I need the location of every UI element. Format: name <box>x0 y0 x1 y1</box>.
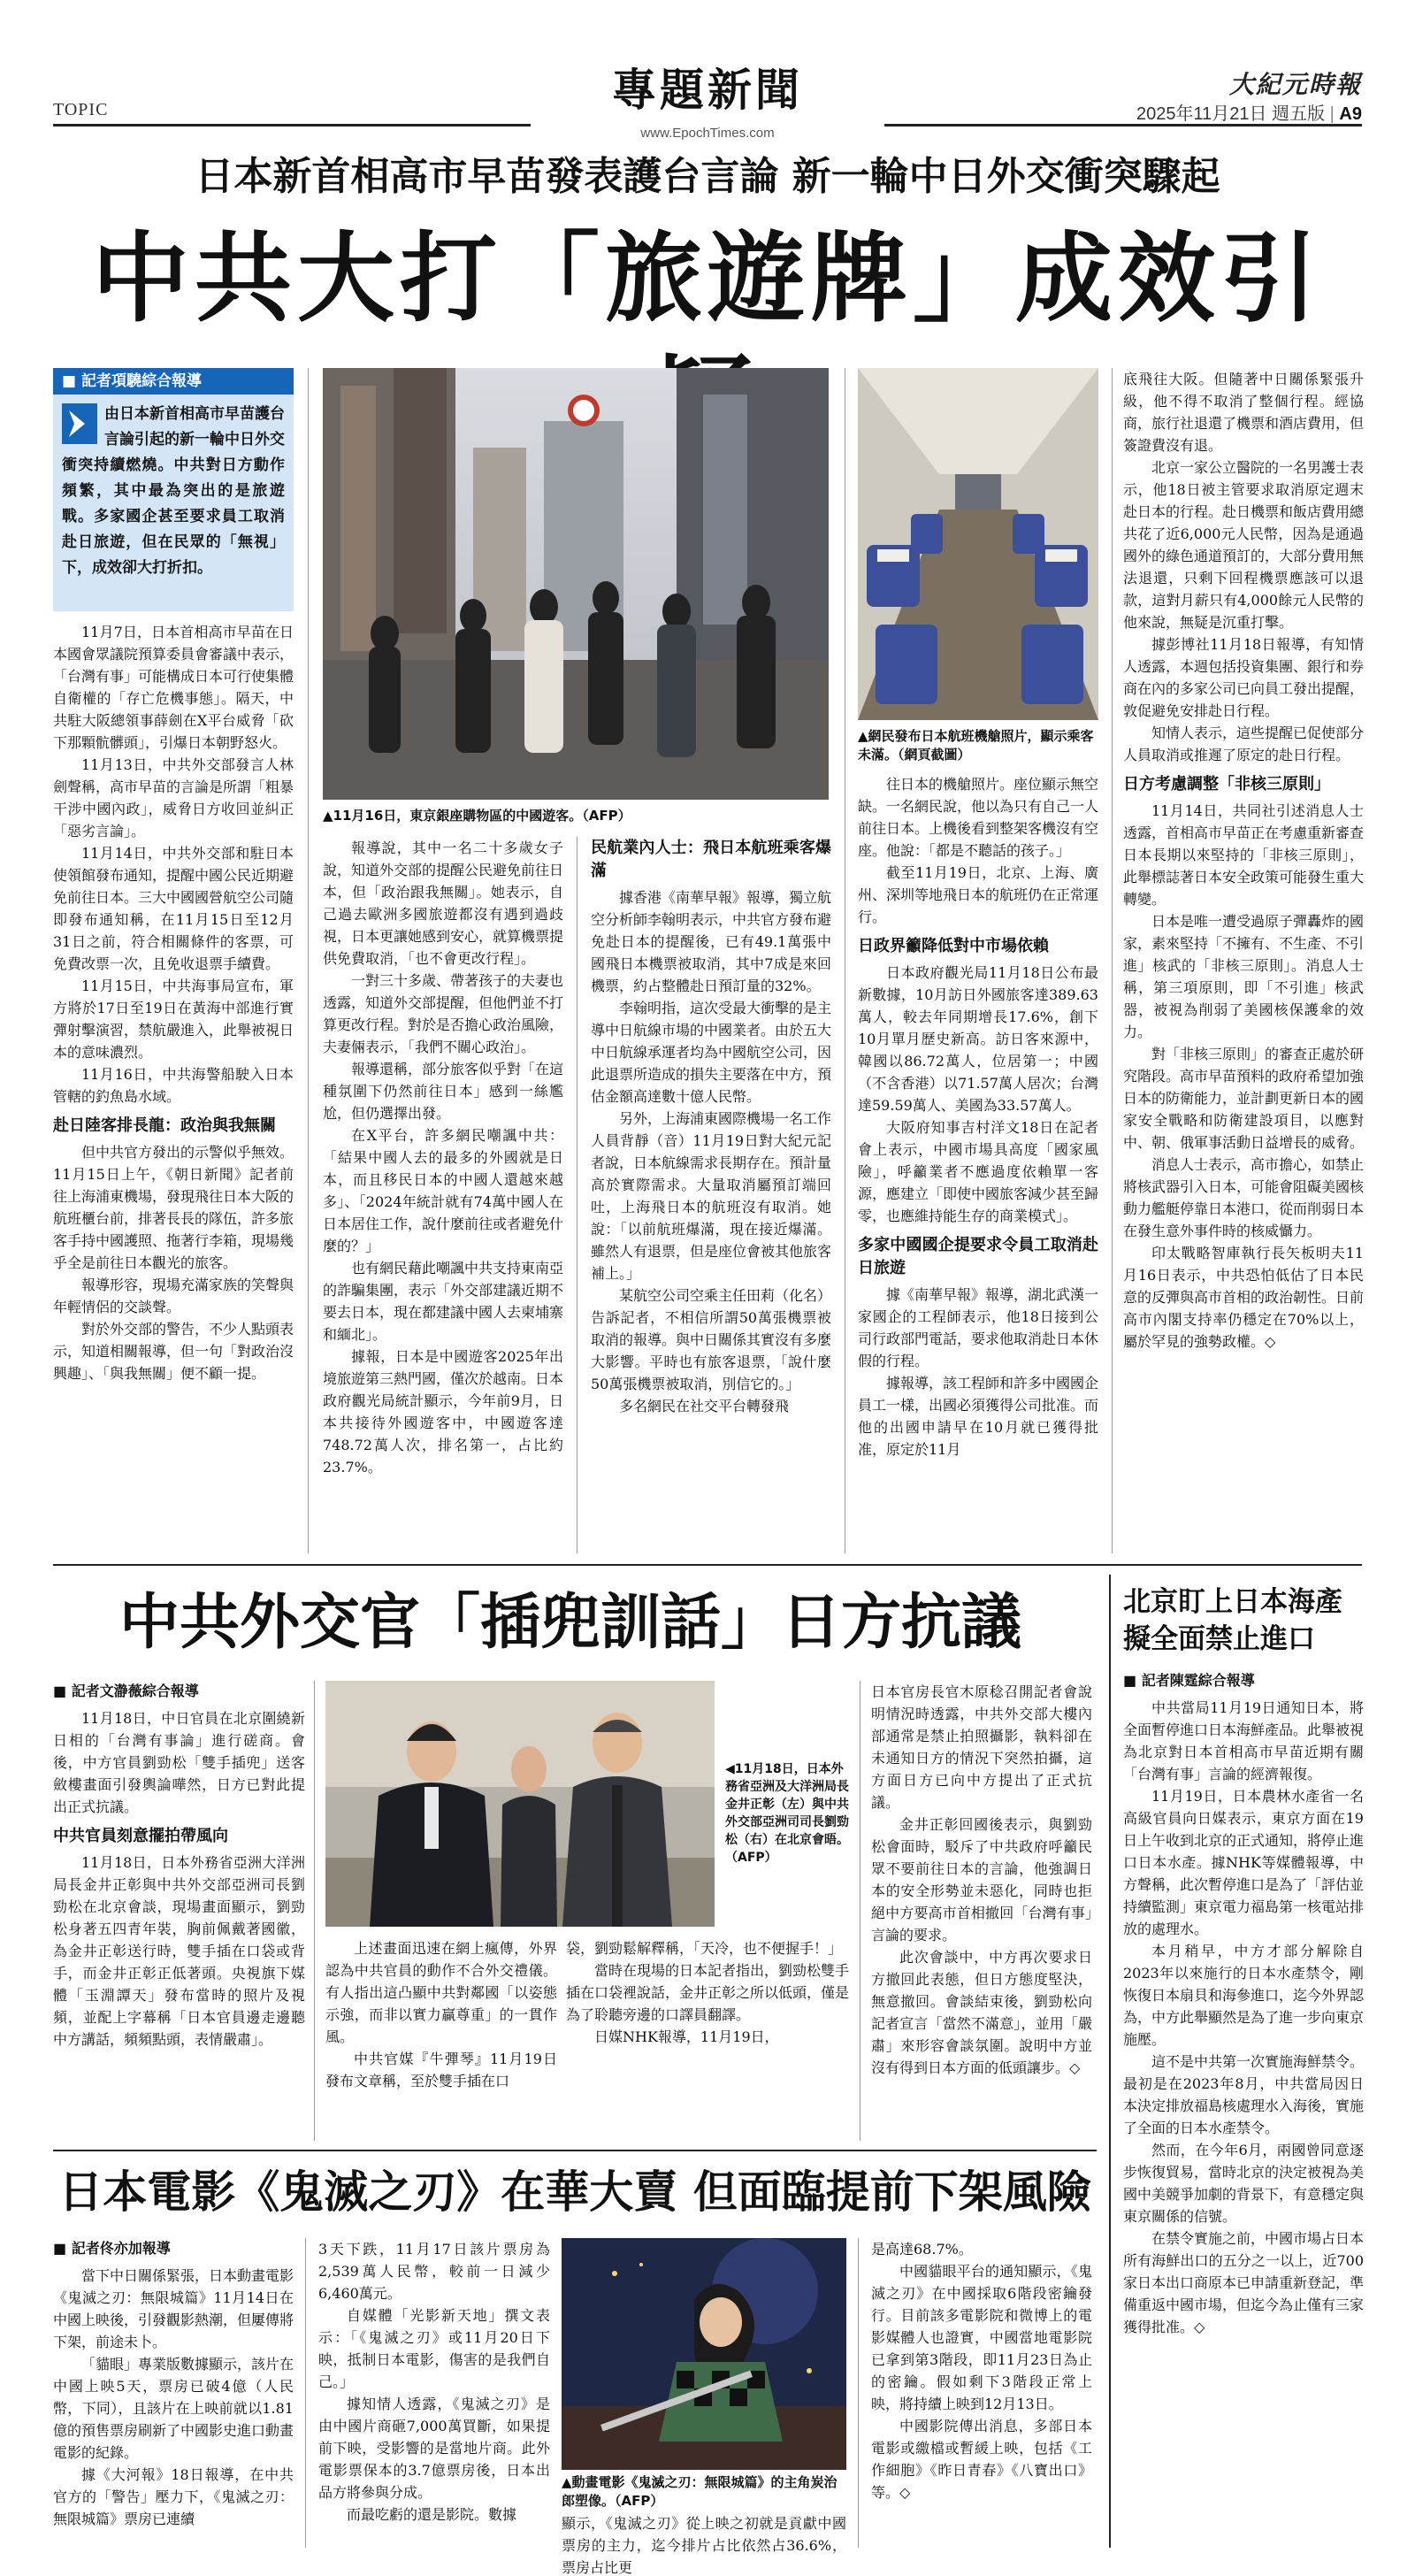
paragraph: 而最吃虧的還是影院。數據 <box>347 2506 517 2523</box>
paragraph: 但中共官方發出的示警似乎無效。11月15日上午，《朝日新聞》記者前往上海浦東機場，發現飛往日本大阪的航班櫃台前，排著長長的隊伍，許多旅客手持中國護照、拖著行李箱，現場幾乎全是前往日本觀光的旅客。 <box>53 1144 294 1271</box>
lead-subhead-1: 赴日陸客排長龍：政治與我無關 <box>53 1116 276 1135</box>
paragraph: 11月19日，日本農林水產省一名高級官員向日媒表示，東京方面在19日上午收到北京的正式通知，將停止進口日本水產。據NHK等媒體報導，中方聲稱，此次暫停進口是為了「評估並持續監測」東京電力福島第一核電站排放的處理水。 <box>1123 1788 1365 1937</box>
paragraph: 北京一家公立醫院的一名男護士表示，他18日被主管要求取消原定週末赴日本的行程。赴日機票和飯店費用總共花了近6,000元人民幣，因為是通過國外的綠色通道預訂的，大部分費用無法退還，只剩下回程機票應該可以退款，這對月薪只有4,000餘元人民幣的他來說，無疑是沉重打擊。 <box>1123 459 1365 631</box>
paragraph: 本月稍早，中方才部分解除自2023年以來施行的日本水產禁令，剛恢復日本扇貝和海參進口，迄今外界認為，中方此舉顯然是為了進一步向東京施壓。 <box>1123 1943 1365 2048</box>
website-url: www.EpochTimes.com <box>640 126 775 141</box>
paragraph: 據報導，該工程師和許多中國國企員工一樣，出國必須獲得公司批准。而他的出國申請早在10月就已獲得批准，原定於11月 <box>858 1375 1099 1458</box>
paragraph: 日本政府觀光局11月18日公布最新數據，10月訪日外國旅客達389.63萬人，較去年同期增長17.6%，創下10月單月歷史新高。訪日客來源中，韓國以86.72萬人，位居第一；中國（不含香港）以71.57萬人居次；台灣達59.59萬人、美國為33.57萬人。 <box>858 964 1098 1114</box>
paragraph: 對「非核三原則」的審查正處於研究階段。高市早苗預料的政府希望加強日本的防衛能力，並計劃更新日本的國家安全戰略和防衛建設項目，以應對中、朝、俄軍事活動日益增長的威脅。 <box>1123 1046 1365 1151</box>
lead-col2 <box>323 837 563 1478</box>
story3-byline: ■ 記者佟亦加報導 <box>53 2238 294 2259</box>
paragraph: 消息人士表示，高市擔心，如禁止將核武器引入日本，可能會阻礙美國核動力艦艇停靠日本港口，從而削弱日本在發生意外事件時的核威懾力。 <box>1123 1156 1365 1239</box>
header-rule-right <box>884 124 1362 126</box>
paragraph: 中共官媒『牛彈琴』11月19日發布文章稱，至於雙手插在口 <box>325 2051 557 2089</box>
paragraph: 多名網民在社交平台轉發飛 <box>619 1398 790 1414</box>
story2-photo <box>325 1681 715 1927</box>
paragraph: 11月16日，中共海警船駛入日本管轄的釣魚島水域。 <box>53 1066 294 1105</box>
paragraph: 11月15日，中共海事局宣布，軍方將於17日至19日在黃海中部進行實彈射擊演習，禁航嚴進入，此舉被視日本的意味濃烈。 <box>53 978 294 1061</box>
section-divider <box>53 1564 1362 1566</box>
lead-summary: 由日本新首相高市早苗護台言論引起的新一輪中日外交衝突持續燃燒。中共對日方動作頻繁，其中最為突出的是旅遊戰。多家國企甚至要求員工取消赴日旅遊，但在民眾的「無視」下，成效卻大打折扣。 <box>62 405 285 577</box>
paragraph: 一對三十多歲、帶著孩子的夫妻也透露，知道外交部提醒，但他們並不打算更改行程。對於是否擔心政治風險，夫妻倆表示，「我們不關心政治」。 <box>323 972 564 1055</box>
paragraph: 11月14日，中共外交部和駐日本使領館發布通知，提醒中國公民近期避免前往日本。三大中國國營航空公司隨即發布通知稱，在11月15日至12月31日之前，符合相關條件的客票，可免費改票一次，且免收退票手續費。 <box>53 845 294 972</box>
paragraph: 是高達68.7%。 <box>871 2241 973 2258</box>
paragraph: 11月18日，日本外務省亞洲大洋洲局長金井正彰與中共外交部亞洲司長劉勁松在北京會談，現場畫面顯示，劉勁松身著五四青年裝，胸前佩戴著國徽，為金井正彰送行時，雙手插在口袋或背手，而金井正彰正低著頭。央視旗下媒體「玉淵譚天」發布當時的照片及視頻，並配上字幕稱「日本官員邊走邊聽中方講話，頻頻點頭，表情嚴肅」。 <box>53 1854 305 2048</box>
story2-subhead: 中共官員刻意擺拍帶風向 <box>53 1827 228 1845</box>
header-rule <box>53 124 531 126</box>
paragraph: 11月14日，共同社引述消息人士透露，首相高市早苗正在考慮重新審查日本長期以來堅持的「非核三原則」，此舉標誌著日本安全政策可能發生重大轉變。 <box>1123 802 1365 908</box>
paragraph: 對於外交部的警告，不少人點頭表示，知道相關報導，但一句「對政治沒興趣」、「與我無關」便不顧一提。 <box>53 1321 294 1382</box>
paragraph: 日媒NHK報導，11月19日， <box>594 2028 779 2045</box>
lead-col5 <box>1123 368 1364 1353</box>
newspaper-logo: 大紀元時報 <box>1228 70 1362 99</box>
paragraph: 截至11月19日，北京、上海、廣州、深圳等地飛日本的航班仍在正常運行。 <box>858 864 1099 925</box>
lead-col4 <box>858 773 1098 1460</box>
paragraph: 報導說，其中一名二十多歲女子說，知道外交部的提醒公民避免前往日本，但「政治跟我無關」。她表示，自己過去歐洲多國旅遊都沒有遇到過歧視，日本更讓她感到安心，就算機票提供免費取消，「也不會更改行程」。 <box>323 840 564 967</box>
paragraph: 這不是中共第一次實施海鮮禁令。最初是在2023年8月，中共當局因日本決定排放福島核處理水入海後，實施了全面的日本水產禁令。 <box>1123 2053 1365 2136</box>
lead-subhead-4: 多家中國國企提要求令員工取消赴日旅遊 <box>858 1236 1098 1277</box>
story3-col2 <box>318 2238 550 2526</box>
paragraph: 知情人表示，這些提醒已促使部分人員取消或推遲了原定的赴日行程。 <box>1123 724 1365 763</box>
paragraph: 大阪府知事吉村洋文18日在記者會上表示，中國市場具高度「國家風險」，呼籲業者不應過度依賴單一客源，應建立「即使中國旅客減少甚至歸零，也應維持能生存的商業模式」。 <box>858 1119 1099 1224</box>
paragraph: 在禁令實施之前，中國市場占日本所有海鮮出口的五分之一以上，近700家日本出口商原本已申請重新登記，準備重返中國市場，但迄今為止僅有三家獲得批准。◇ <box>1123 2230 1365 2335</box>
paragraph: 據知情人透露，《鬼滅之刃》是由中國片商砸7,000萬買斷，如果提前下映，受影響的是當地片商。此外電影票保本的3.7億票房後，日本出品方將參與分成。 <box>318 2396 550 2501</box>
paragraph: 報導形容，現場充滿家族的笑聲與年輕情侶的交談聲。 <box>53 1276 294 1315</box>
paragraph: 3天下跌，11月17日該片票房為2,539萬人民幣，較前一日減少6,460萬元。 <box>318 2241 550 2302</box>
lead-kicker: 日本新首相高市早苗發表護台言論 新一輪中日外交衝突驟起 <box>195 154 1220 199</box>
paragraph: 當下中日關係緊張，日本動畫電影《鬼滅之刃：無限城篇》11月14日在中國上映後，引發觀影熱潮，但屢傳將下架，前途未卜。 <box>53 2267 294 2350</box>
lead-photo2-caption: ▲網民發布日本航班機艙照片，顯示乘客未滿。（網頁截圖） <box>858 728 1094 763</box>
section-title: 專題新聞 <box>612 65 803 116</box>
story2-col3 <box>566 1937 849 2048</box>
paragraph: 某航空公司空乘主任田莉（化名）告訴記者，不相信所謂50萬張機票被取消的報導。與中日關係其實沒有多麼大影響。平時也有旅客退票，「說什麼50萬張機票被取消，別信它的。」 <box>591 1287 832 1392</box>
summary-arrow-icon <box>62 403 97 444</box>
story3-col1 <box>53 2238 294 2530</box>
paragraph: 在X平台，許多網民嘲諷中共：「結果中國人去的最多的外國就是日本，而且移民日本的中國人還越來越多」、「2024年統計就有74萬中國人在日本居住工作，說什麼前往或者避免什麼的？」 <box>323 1127 564 1254</box>
paragraph: 也有網民藉此嘲諷中共支持東南亞的詐騙集團，表示「外交部建議近期不要去日本，現在都建議中國人去柬埔寨和緬北」。 <box>323 1260 564 1343</box>
lead-byline-bar: ■ 記者項驍綜合報導 <box>53 368 294 395</box>
story2-col4 <box>871 1681 1092 2079</box>
story4-byline: ■ 記者陳霆綜合報導 <box>1123 1670 1364 1691</box>
paragraph: 中國貓眼平台的通知顯示，《鬼滅之刃》在中國採取6階段密鑰發行。目前該多電影院和微博上的電影媒體人也證實，中國當地電影院已拿到第3階段，即11月23日為止的密鑰。假如剩下3階段正常上映，將持續上映到12月13日。 <box>871 2263 1092 2412</box>
story2-headline: 中共外交官「插兜訓話」日方抗議 <box>119 1588 1021 1658</box>
paragraph: 日本官房長官木原稔召開記者會說明情況時透露，中共外交部大樓內部通常是禁止拍照攝影，執料卻在未通知日方的情況下突然拍攝，這方面日方已向中方提出了正式抗議。 <box>871 1683 1092 1811</box>
lead-photo-caption: ▲11月16日，東京銀座購物區的中國遊客。（AFP） <box>323 808 631 824</box>
lead-headline: 中共大打「旅遊牌」成效引 <box>92 222 1323 335</box>
story4-body <box>1123 1670 1364 2338</box>
paragraph: 據《南華早報》報導，湖北武漢一家國企的工程師表示，他18日接到公司行政部門電話，要求他取消赴日本休假的行程。 <box>858 1286 1099 1369</box>
paragraph: 金井正彰回國後表示，與劉勁松會面時，駁斥了中共政府呼籲民眾不要前往日本的言論，他強調日本的安全形勢並未惡化，同時也拒絕中方要高市首相撤回「台灣有事」言論的要求。 <box>871 1816 1092 1944</box>
paragraph: 據《大河報》18日報導，在中共官方的「警告」壓力下，《鬼滅之刃：無限城篇》票房已連續 <box>53 2466 294 2527</box>
paragraph: 11月13日，中共外交部發言人林劍聲稱，高市早苗的言論是所謂「粗暴干涉中國內政」，威脅日方收回並糾正「惡劣言論」。 <box>53 756 294 840</box>
lead-photo-cabin <box>858 368 1098 720</box>
paragraph: 自媒體「光影新天地」撰文表示：「《鬼滅之刃》或11月20日下映，抵制日本電影，傷害的是我們自己。」 <box>318 2307 550 2390</box>
issue-edition: 週五版 <box>1272 104 1326 124</box>
story2-photo-caption: ◀11月18日，日本外務省亞洲及大洋洲局長金井正彰（左）與中共外交部亞洲司司長劉勁松（右）在北京會晤。（AFP） <box>725 1762 849 1865</box>
lead-col3 <box>591 837 831 1417</box>
paragraph: 然而，在今年6月，兩國曾同意逐步恢復貿易，當時北京的決定被視為美國中美競爭加劇的背景下，有意穩定與東京關係的信號。 <box>1123 2142 1365 2225</box>
paragraph: 印太戰略智庫執行長矢板明夫11月16日表示，中共恐怕低估了日本民意的反彈與高市首相的政治韌性。日前高市內閣支持率仍穩定在70%以上，屬於罕見的強勢政權。◇ <box>1123 1245 1365 1350</box>
lead-photo-ginza <box>323 368 829 800</box>
lead-subhead-5: 日方考慮調整「非核三原則」 <box>1123 775 1330 794</box>
paragraph: 中共當局11月19日通知日本，將全面暫停進口日本海鮮產品。此舉被視為北京對日本首相高市早苗近期有關「台灣有事」言論的經濟報復。 <box>1123 1699 1365 1782</box>
story3-col4 <box>871 2238 1092 2503</box>
paragraph: 據報，日本是中國遊客2025年出境旅遊第三熱門國，僅次於越南。日本政府觀光局統計顯示，今年前9月，日本共接待外國遊客中，中國遊客達748.72萬人次，排名第一，占比約23.7%。 <box>323 1348 564 1476</box>
paragraph: 「貓眼」專業版數據顯示，該片在中國上映5天，票房已破4億（人民幣，下同），且該片在上映前就以1.81億的預售票房刷新了中國影史進口動畫電影的紀錄。 <box>53 2356 294 2461</box>
paragraph: 日本是唯一遭受過原子彈轟炸的國家，素來堅持「不擁有、不生產、不引進」核武的「非核三原則」。消息人士稱，第三項原則，即「不引進」核武器，被視為削弱了美國核保護傘的效力。 <box>1123 913 1365 1040</box>
story3-photo-caption: ▲動畫電影《鬼滅之刃：無限城篇》的主角炭治郎塑像。（AFP） <box>562 2474 838 2509</box>
lead-summary-box <box>53 395 294 611</box>
issue-line: 2025年11月21日 週五版 | A9 <box>1136 104 1362 124</box>
paragraph: 此次會談中，中方再次要求日方撤回此表態，但日方態度堅決，無意撤回。會談結束後，劉勁松向記者宣言「當然不滿意」，並用「嚴肅」來形容會談氛圍。說明中方並沒有得到日本方面的低頭讓步。◇ <box>871 1949 1092 2076</box>
story2-col1 <box>53 1681 305 2051</box>
story3-col3 <box>562 2512 846 2576</box>
story3-headline: 日本電影《鬼滅之刃》在華大賣 但面臨提前下架風險 <box>58 2166 1091 2218</box>
lead-subhead-3: 日政界籲降低對中市場依賴 <box>858 937 1049 955</box>
paragraph: 當時在現場的日本記者指出，劉勁松雙手插在口袋裡說話，金井正彰之所以低頭，僅是為了聆聽旁邊的口譯員翻譯。 <box>566 1962 850 2023</box>
paragraph: 袋，劉勁鬆解釋稱，「天冷，也不便握手！」 <box>566 1940 843 1957</box>
paragraph: 11月18日，中日官員在北京圍繞新日相的「台灣有事論」進行磋商。會後，中方官員劉勁松「雙手插兜」送客斂樓畫面引發輿論嘩然，日方已對此提出正式抗議。 <box>53 1710 305 1815</box>
lead-col1 <box>53 621 294 1384</box>
paragraph: 顯示，《鬼滅之刃》從上映之初就是貢獻中國票房的主力，迄今排片占比依然占36.6%，票房占比更 <box>562 2515 846 2576</box>
paragraph: 底飛往大阪。但隨著中日關係緊張升級，他不得不取消了整個行程。經協商，旅行社退還了機票和酒店費用，但簽證費沒有退。 <box>1123 371 1365 454</box>
paragraph: 李翰明指，這次受最大衝擊的是主導中日航線市場的中國業者。由於五大中日航線承運者均為中國航空公司，因此退票所造成的損失主要落在中方，預估金額高達數十億人民幣。 <box>591 1000 832 1105</box>
issue-date: 2025年11月21日 <box>1136 104 1267 124</box>
paragraph: 中國影院傳出消息，多部日本電影或繳檔或暫緩上映，包括《工作細胞》《昨日青春》《八寶出口》等。◇ <box>871 2418 1092 2501</box>
paragraph: 報導還稱，部分旅客似乎對「在這種氛圍下仍然前往日本」感到一絲尷尬，但仍選擇出發。 <box>323 1061 564 1122</box>
lead-byline: 記者項驍綜合報導 <box>80 372 202 390</box>
paragraph: 據香港《南華早報》報導，獨立航空分析師李翰明表示，中共官方發布避免赴日本的提醒後，已有49.1萬張中國飛日本機票被取消，其中7成是來回機票，約占整體赴日預訂量的32%。 <box>591 889 832 994</box>
paragraph: 往日本的機艙照片。座位顯示無空缺。一名網民說，他以為只有自己一人前往日本。上機後看到整架客機沒有空座。他說：「都是不聽話的孩子。」 <box>858 776 1099 859</box>
paragraph: 上述畫面迅速在網上瘋傳，外界認為中共官員的動作不合外交禮儀。有人指出這凸顯中共對鄰國「以姿態示強，而非以實力贏尊重」的一貫作風。 <box>325 1940 557 2045</box>
story4-headline: 北京盯上日本海產 擬全面禁止進口 <box>1123 1586 1342 1655</box>
paragraph: 11月7日，日本首相高市早苗在日本國會眾議院預算委員會審議中表示，「台灣有事」可能構成日本可行使集體自衛權的「存亡危機事態」。隔天，中共駐大阪總領事薛劍在X平台威脅「砍下那顆骯髒頭」，引爆日本朝野怒火。 <box>53 624 294 751</box>
topic-label: TOPIC <box>53 100 109 119</box>
lead-subhead-2: 民航業內人士：飛日本航班乘客爆滿 <box>591 839 831 880</box>
story3-photo <box>562 2238 846 2470</box>
paragraph: 另外，上海浦東國際機場一名工作人員背靜（音）11月19日對大紀元記者說，日本航線需求長期存在。預計量高於實際需求。大量取消屬預訂端回吐，上海飛日本的航班沒有取消。她說：「以前航班爆滿，現在接近爆滿。雖然人有退票，但是座位會被其他旅客補上。」 <box>591 1110 832 1282</box>
page-number: A9 <box>1339 104 1362 124</box>
section-divider <box>53 2150 1097 2151</box>
story2-col2 <box>325 1937 557 2092</box>
paragraph: 據彭博社11月18日報導，有知情人透露，本週包括投資集團、銀行和券商在內的多家公司已向員工發出提醒，敦促避免安排赴日行程。 <box>1123 636 1365 719</box>
story2-byline: ■ 記者文瀞薇綜合報導 <box>53 1681 305 1702</box>
